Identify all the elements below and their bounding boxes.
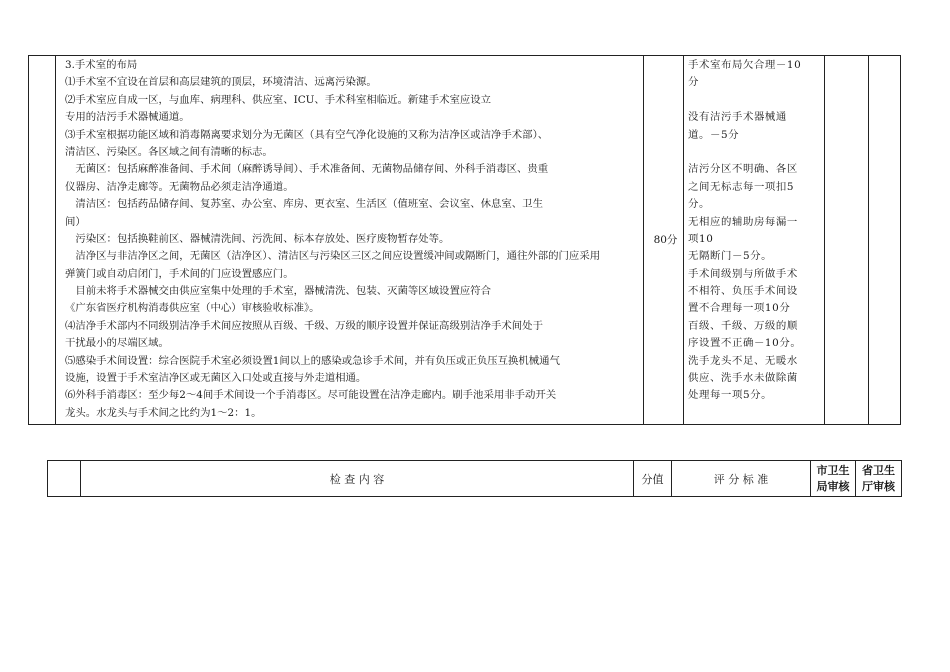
- content-line: 污染区：包括换鞋前区、器械清洗间、污洗间、标本存放处、医疗废物暂存处等。: [65, 232, 450, 245]
- content-line: ⑷洁净手术部内不同级别洁净手术间应按照从百级、千级、万级的顺序设置并保证高级别洁净手术间处于: [65, 319, 543, 332]
- criteria-line: 分: [688, 76, 699, 89]
- criteria-line: 之间无标志每一项扣5: [688, 180, 795, 193]
- header-score-cell: 分值: [641, 472, 664, 486]
- content-line: 专用的洁污手术器械通道。: [65, 111, 190, 124]
- table-bottom-border: [28, 424, 901, 425]
- content-line: 弹簧门或自动启闭门，手术间的门应设置感应门。: [65, 267, 294, 280]
- criteria-line: 不相符、负压手术间设: [688, 285, 798, 298]
- header-prov-line1: 省卫生: [862, 463, 895, 477]
- content-line: 设施，设置于手术室洁净区或无菌区入口处或直接与外走道相通。: [65, 372, 367, 385]
- content-line: 龙头。水龙头与手术间之比约为1～2：1。: [65, 406, 262, 419]
- content-line: 洁净区与非洁净区之间，无菌区（洁净区）、清洁区与污染区三区之间应设置缓冲间或隔断门，通往外部的门应采用: [65, 250, 601, 263]
- column-divider: [824, 55, 825, 425]
- content-line: 仪器房、洁净走廊等。无菌物品必须走洁净通道。: [65, 180, 294, 193]
- inspection-content: [65, 57, 645, 422]
- content-line: ⑴手术室不宜设在首层和高层建筑的顶层，环境清洁、远离污染源。: [65, 76, 377, 89]
- content-line: ⑶手术室根据功能区域和消毒隔离要求划分为无菌区（具有空气净化设施的又称为洁净区或洁净手术部）、: [65, 128, 549, 141]
- criteria-line: 手术间级别与所做手术: [688, 267, 798, 280]
- header-criteria-cell: 评 分 标 准: [713, 472, 769, 486]
- criteria-line: 处理每一项5分。: [688, 389, 773, 402]
- criteria-line: 序设置不正确－10分。: [688, 337, 802, 350]
- score-value: 80分: [653, 234, 678, 246]
- header-content-cell: 检 查 内 容: [329, 472, 385, 486]
- table-right-border: [900, 55, 901, 425]
- criteria-line: 洗手龙头不足、无暖水: [688, 354, 798, 367]
- criteria-line: 没有洁污手术器械通: [688, 111, 787, 124]
- criteria-line: 无相应的辅助房每漏一: [688, 215, 798, 228]
- header-right-border: [901, 460, 902, 497]
- content-line: 干扰最小的尽端区域。: [65, 337, 169, 350]
- criteria-line: 无隔断门－5分。: [688, 250, 773, 263]
- criteria-line: 洁污分区不明确、各区: [688, 163, 798, 176]
- content-line: 3.手术室的布局: [65, 59, 138, 71]
- content-line: 《广东省医疗机构消毒供应室（中心）审核验收标准》。: [65, 302, 320, 315]
- content-line: ⑵手术室应自成一区，与血库、病理科、供应室、ICU、手术科室相临近。新建手术室应设立: [65, 93, 492, 106]
- content-line: 无菌区：包括麻醉准备间、手术间（麻醉诱导间）、手术准备间、无菌物品储存间、外科手消毒区、贵重: [65, 163, 549, 176]
- header-left-border: [47, 460, 48, 497]
- scoring-criteria: [688, 57, 814, 405]
- header-city-review-cell: [811, 460, 855, 497]
- column-divider: [55, 55, 56, 425]
- criteria-line: 手术室布局欠合理－10: [688, 59, 802, 71]
- criteria-line: 置不合理每一项10分: [688, 302, 791, 315]
- column-divider: [868, 55, 869, 425]
- content-line: 清洁区、污染区。各区域之间有清晰的标志。: [65, 145, 273, 158]
- content-line: 间）: [65, 215, 86, 228]
- header-province-review-cell: [856, 460, 901, 497]
- criteria-line: 百级、千级、万级的顺: [688, 319, 798, 332]
- header-prov-line2: 厅审核: [862, 479, 895, 493]
- header-city-line2: 局审核: [816, 479, 850, 493]
- content-line: 清洁区：包括药品储存间、复苏室、办公室、库房、更衣室、生活区（值班室、会议室、休息室、卫生: [65, 198, 543, 211]
- column-divider: [683, 55, 684, 425]
- table-top-border: [28, 55, 901, 56]
- content-line: 目前未将手术器械交由供应室集中处理的手术室，器械清洗、包装、灭菌等区域设置应符合: [65, 285, 492, 298]
- criteria-line: 分。: [688, 198, 710, 211]
- table-left-border: [28, 55, 29, 425]
- criteria-line: 道。－5分: [688, 128, 740, 141]
- content-line: ⑹外科手消毒区：至少每2～4间手术间设一个手消毒区。尽可能设置在洁净走廊内。刷手池采用非手动开关: [65, 389, 557, 402]
- criteria-line: [688, 144, 814, 161]
- header-city-line1: 市卫生: [816, 463, 850, 477]
- header-table: [47, 460, 902, 497]
- criteria-line: [688, 92, 814, 109]
- criteria-line: 供应、洗手水未做除菌: [688, 372, 798, 385]
- content-line: ⑸感染手术间设置：综合医院手术室必须设置1间以上的感染或急诊手术间，并有负压或正负压互换机械通气: [65, 354, 560, 367]
- criteria-line: 项10: [688, 232, 714, 245]
